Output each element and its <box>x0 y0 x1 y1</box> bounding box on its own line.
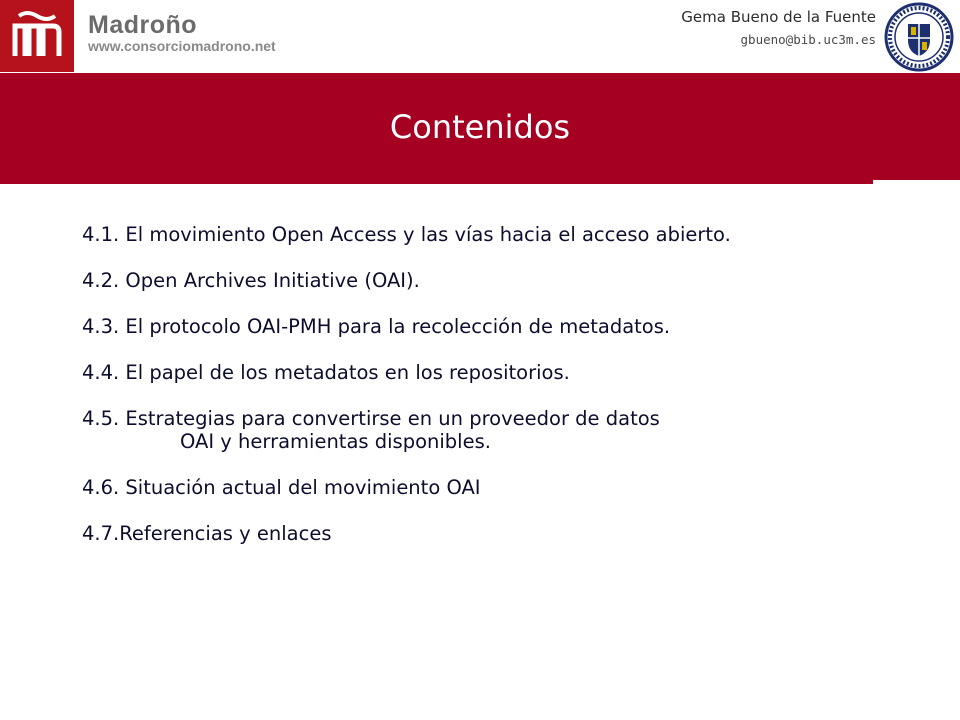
madrono-logo-icon <box>0 0 74 72</box>
list-item <box>82 408 942 453</box>
list-item <box>82 477 942 499</box>
university-seal-icon <box>884 2 954 72</box>
slide-header <box>0 0 960 72</box>
brand-name: Madroño <box>88 11 198 39</box>
contents-list <box>82 224 942 569</box>
list-item-text: 4.5. Estrategias para convertirse en un proveedor de datos <box>82 407 660 430</box>
author-name: Gema Bueno de la Fuente <box>681 8 876 26</box>
author-email: gbueno@bib.uc3m.es <box>740 32 876 47</box>
author-info <box>681 7 876 49</box>
list-item <box>82 224 942 246</box>
list-item <box>82 362 942 384</box>
title-underline <box>0 180 873 184</box>
brand <box>88 12 276 54</box>
list-item-continuation: OAI y herramientas disponibles. <box>180 430 491 453</box>
slide-title: Contenidos <box>389 107 571 146</box>
list-item <box>82 523 942 545</box>
list-item-text: 4.2. Open Archives Initiative (OAI). <box>82 269 420 292</box>
list-item <box>82 316 942 338</box>
list-item-text: 4.6. Situación actual del movimiento OAI <box>82 476 481 499</box>
list-item-text: 4.7.Referencias y enlaces <box>82 522 332 545</box>
title-band <box>0 73 960 180</box>
brand-url: www.consorciomadrono.net <box>88 38 276 54</box>
list-item-text: 4.4. El papel de los metadatos en los repositorios. <box>82 361 570 384</box>
list-item <box>82 270 942 292</box>
list-item-text: 4.3. El protocolo OAI-PMH para la recolección de metadatos. <box>82 315 671 338</box>
list-item-text: 4.1. El movimiento Open Access y las vías hacia el acceso abierto. <box>82 223 731 246</box>
